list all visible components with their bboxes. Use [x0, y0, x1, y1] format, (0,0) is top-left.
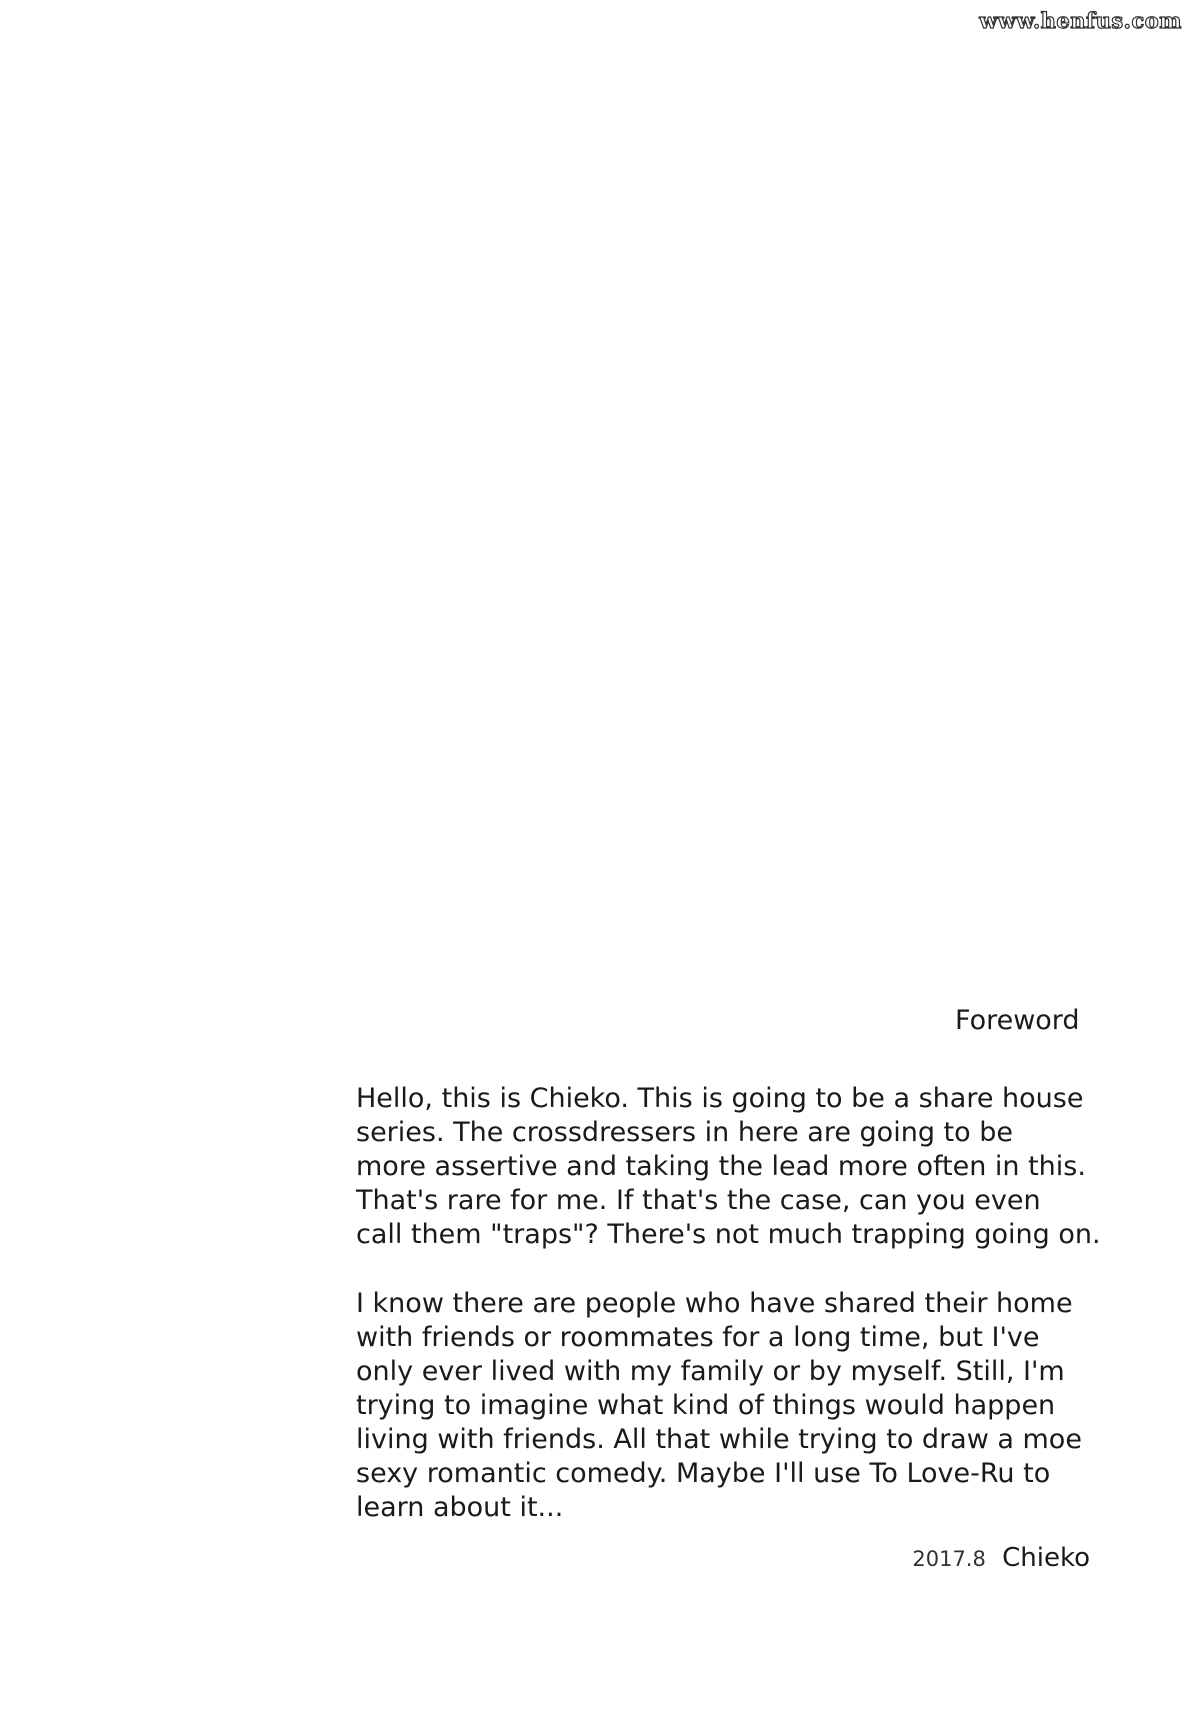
text-line: with friends or roommates for a long time, but I've: [356, 1322, 1040, 1353]
text-line: Hello, this is Chieko. This is going to be a share house: [356, 1083, 1084, 1114]
text-line: more assertive and taking the lead more often in this.: [356, 1151, 1086, 1182]
signature-author: Chieko: [1002, 1543, 1090, 1573]
text-line: only ever lived with my family or by myself. Still, I'm: [356, 1356, 1065, 1387]
foreword-title: Foreword: [955, 1005, 1080, 1036]
text-line: I know there are people who have shared their home: [356, 1288, 1073, 1319]
text-line: trying to imagine what kind of things would happen: [356, 1390, 1056, 1421]
signature: [912, 1543, 1090, 1573]
signature-date: 2017.8: [912, 1547, 986, 1571]
foreword-paragraph-2: [356, 1287, 1136, 1525]
watermark: www.henfus.com: [979, 8, 1182, 33]
text-line: learn about it...: [356, 1492, 564, 1523]
text-line: series. The crossdressers in here are going to be: [356, 1117, 1013, 1148]
text-line: living with friends. All that while trying to draw a moe: [356, 1424, 1082, 1455]
text-line: sexy romantic comedy. Maybe I'll use To Love-Ru to: [356, 1458, 1051, 1489]
text-line: call them "traps"? There's not much trapping going on.: [356, 1219, 1101, 1250]
text-line: That's rare for me. If that's the case, can you even: [356, 1185, 1041, 1216]
foreword-paragraph-1: [356, 1082, 1136, 1252]
